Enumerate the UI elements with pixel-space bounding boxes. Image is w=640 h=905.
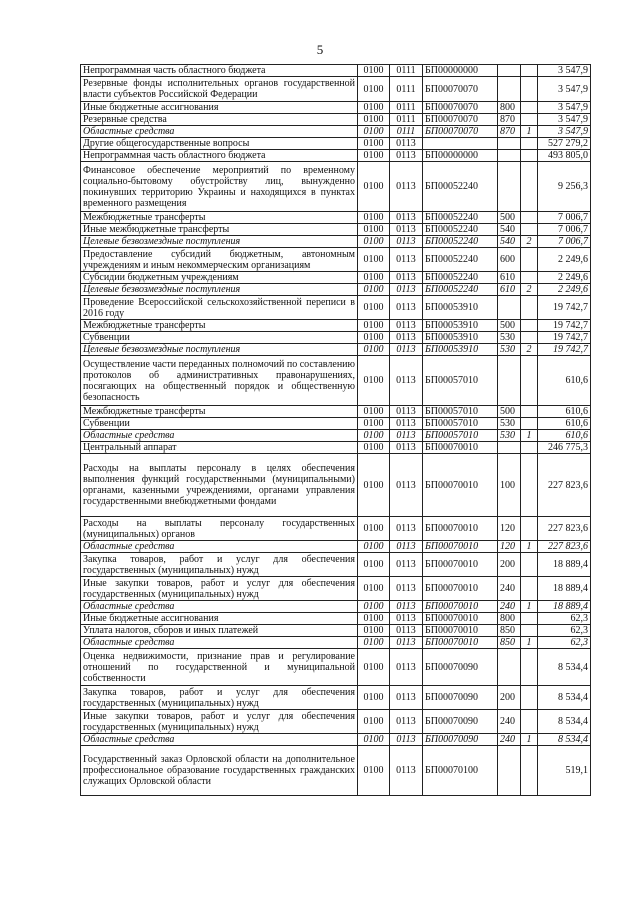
row-target-article: БП00070090 <box>423 649 498 686</box>
row-source-code <box>521 272 538 284</box>
row-amount: 610,6 <box>538 430 591 442</box>
row-subsection: 0113 <box>390 649 423 686</box>
row-target-article: БП00053910 <box>423 332 498 344</box>
row-expense-type: 850 <box>498 625 521 637</box>
row-amount: 18 889,4 <box>538 553 591 577</box>
row-source-code <box>521 224 538 236</box>
row-source-code <box>521 746 538 796</box>
row-section: 0100 <box>358 356 390 406</box>
row-expense-type: 240 <box>498 710 521 734</box>
row-section: 0100 <box>358 248 390 272</box>
row-subsection: 0113 <box>390 356 423 406</box>
row-target-article: БП00053910 <box>423 344 498 356</box>
row-name: Финансовое обеспечение мероприятий по временному социально-бытовому обустройству лиц, вынужденно покинувших территорию Украины и находящихся в пунктах временного размещения <box>81 162 358 212</box>
row-target-article: БП00057010 <box>423 418 498 430</box>
row-name: Непрограммная часть областного бюджета <box>81 150 358 162</box>
table-row <box>81 320 591 332</box>
table-row <box>81 162 591 212</box>
row-amount: 610,6 <box>538 418 591 430</box>
row-target-article: БП00052240 <box>423 236 498 248</box>
row-amount: 610,6 <box>538 406 591 418</box>
table-row <box>81 577 591 601</box>
row-source-code <box>521 248 538 272</box>
row-target-article: БП00057010 <box>423 406 498 418</box>
row-subsection: 0113 <box>390 710 423 734</box>
table-row <box>81 517 591 541</box>
row-section: 0100 <box>358 296 390 320</box>
row-name: Иные бюджетные ассигнования <box>81 613 358 625</box>
row-amount: 18 889,4 <box>538 577 591 601</box>
row-source-code <box>521 442 538 454</box>
row-source-code <box>521 114 538 126</box>
row-target-article: БП00070010 <box>423 613 498 625</box>
row-source-code <box>521 332 538 344</box>
row-expense-type: 120 <box>498 541 521 553</box>
row-source-code: 1 <box>521 430 538 442</box>
row-subsection: 0111 <box>390 77 423 102</box>
row-expense-type: 610 <box>498 284 521 296</box>
row-source-code <box>521 212 538 224</box>
row-section: 0100 <box>358 686 390 710</box>
row-section: 0100 <box>358 150 390 162</box>
row-amount: 610,6 <box>538 356 591 406</box>
table-row <box>81 77 591 102</box>
table-row <box>81 418 591 430</box>
row-name: Областные средства <box>81 126 358 138</box>
row-section: 0100 <box>358 746 390 796</box>
row-expense-type: 800 <box>498 102 521 114</box>
row-target-article: БП00070100 <box>423 746 498 796</box>
table-row <box>81 686 591 710</box>
row-name: Иные бюджетные ассигнования <box>81 102 358 114</box>
row-name: Предоставление субсидий бюджетным, автономным учреждениям и иным некоммерческим организациям <box>81 248 358 272</box>
row-name: Областные средства <box>81 637 358 649</box>
row-expense-type: 100 <box>498 454 521 517</box>
row-expense-type <box>498 77 521 102</box>
row-expense-type <box>498 442 521 454</box>
row-section: 0100 <box>358 344 390 356</box>
row-expense-type: 500 <box>498 212 521 224</box>
table-row <box>81 746 591 796</box>
row-expense-type: 530 <box>498 332 521 344</box>
row-name: Иные межбюджетные трансферты <box>81 224 358 236</box>
table-row <box>81 150 591 162</box>
row-target-article: БП00052240 <box>423 272 498 284</box>
row-amount: 8 534,4 <box>538 734 591 746</box>
row-name: Целевые безвозмездные поступления <box>81 344 358 356</box>
row-amount: 493 805,0 <box>538 150 591 162</box>
row-subsection: 0113 <box>390 320 423 332</box>
row-section: 0100 <box>358 517 390 541</box>
row-target-article: БП00053910 <box>423 296 498 320</box>
row-source-code <box>521 150 538 162</box>
row-expense-type: 540 <box>498 236 521 248</box>
row-name: Иные закупки товаров, работ и услуг для обеспечения государственных (муниципальных) нужд <box>81 710 358 734</box>
row-subsection: 0113 <box>390 430 423 442</box>
row-expense-type: 870 <box>498 114 521 126</box>
row-amount: 8 534,4 <box>538 686 591 710</box>
row-name: Резервные средства <box>81 114 358 126</box>
row-section: 0100 <box>358 162 390 212</box>
table-row <box>81 356 591 406</box>
row-expense-type: 240 <box>498 601 521 613</box>
row-subsection: 0113 <box>390 344 423 356</box>
page-number: 5 <box>316 42 324 57</box>
row-section: 0100 <box>358 734 390 746</box>
row-subsection: 0113 <box>390 212 423 224</box>
row-section: 0100 <box>358 430 390 442</box>
row-subsection: 0113 <box>390 637 423 649</box>
row-name: Областные средства <box>81 734 358 746</box>
row-section: 0100 <box>358 613 390 625</box>
row-subsection: 0113 <box>390 224 423 236</box>
row-source-code <box>521 418 538 430</box>
row-target-article: БП00070010 <box>423 442 498 454</box>
row-target-article: БП00070010 <box>423 454 498 517</box>
row-name: Другие общегосударственные вопросы <box>81 138 358 150</box>
row-subsection: 0113 <box>390 442 423 454</box>
row-name: Межбюджетные трансферты <box>81 320 358 332</box>
row-name: Оценка недвижимости, признание прав и регулирование отношений по государственной и муниципальной собственности <box>81 649 358 686</box>
row-section: 0100 <box>358 418 390 430</box>
row-expense-type: 600 <box>498 248 521 272</box>
row-source-code: 1 <box>521 734 538 746</box>
row-amount: 3 547,9 <box>538 65 591 77</box>
row-amount: 62,3 <box>538 637 591 649</box>
row-amount: 227 823,6 <box>538 517 591 541</box>
row-name: Государственный заказ Орловской области на дополнительное профессиональное образование государственных гражданских служащих Орловской области <box>81 746 358 796</box>
row-section: 0100 <box>358 637 390 649</box>
row-amount: 2 249,6 <box>538 272 591 284</box>
table-row <box>81 553 591 577</box>
row-name: Расходы на выплаты персоналу в целях обеспечения выполнения функций государственными (муниципальными) органами, казенными учреждениями, органами управления государственными внебюджетными фондами <box>81 454 358 517</box>
row-target-article: БП00052240 <box>423 212 498 224</box>
row-subsection: 0111 <box>390 102 423 114</box>
row-expense-type <box>498 746 521 796</box>
row-name: Областные средства <box>81 601 358 613</box>
table-row <box>81 236 591 248</box>
row-subsection: 0113 <box>390 272 423 284</box>
table-row <box>81 710 591 734</box>
row-subsection: 0113 <box>390 734 423 746</box>
row-expense-type: 530 <box>498 344 521 356</box>
row-expense-type: 240 <box>498 577 521 601</box>
row-subsection: 0113 <box>390 625 423 637</box>
row-target-article: БП00052240 <box>423 162 498 212</box>
row-name: Субвенции <box>81 418 358 430</box>
table-row <box>81 102 591 114</box>
row-subsection: 0113 <box>390 332 423 344</box>
row-amount: 3 547,9 <box>538 77 591 102</box>
row-expense-type <box>498 296 521 320</box>
row-target-article: БП00057010 <box>423 356 498 406</box>
row-amount: 527 279,2 <box>538 138 591 150</box>
row-source-code <box>521 77 538 102</box>
table-row <box>81 601 591 613</box>
row-target-article: БП00070070 <box>423 102 498 114</box>
table-row <box>81 406 591 418</box>
row-target-article: БП00000000 <box>423 150 498 162</box>
table-row <box>81 649 591 686</box>
row-name: Проведение Всероссийской сельскохозяйственной переписи в 2016 году <box>81 296 358 320</box>
row-subsection: 0113 <box>390 284 423 296</box>
row-expense-type <box>498 162 521 212</box>
row-section: 0100 <box>358 553 390 577</box>
row-section: 0100 <box>358 649 390 686</box>
row-amount: 7 006,7 <box>538 224 591 236</box>
row-source-code <box>521 406 538 418</box>
row-expense-type: 800 <box>498 613 521 625</box>
row-target-article: БП00057010 <box>423 430 498 442</box>
row-source-code <box>521 577 538 601</box>
row-name: Областные средства <box>81 541 358 553</box>
row-subsection: 0111 <box>390 126 423 138</box>
row-source-code <box>521 65 538 77</box>
row-source-code <box>521 553 538 577</box>
row-subsection: 0113 <box>390 746 423 796</box>
row-section: 0100 <box>358 710 390 734</box>
row-amount: 19 742,7 <box>538 344 591 356</box>
row-source-code <box>521 162 538 212</box>
row-subsection: 0113 <box>390 162 423 212</box>
row-expense-type: 240 <box>498 734 521 746</box>
row-amount: 62,3 <box>538 613 591 625</box>
table-row <box>81 734 591 746</box>
row-section: 0100 <box>358 102 390 114</box>
row-name: Резервные фонды исполнительных органов государственной власти субъектов Российской Федерации <box>81 77 358 102</box>
row-subsection: 0113 <box>390 517 423 541</box>
row-subsection: 0113 <box>390 138 423 150</box>
table-row <box>81 284 591 296</box>
row-target-article: БП00070010 <box>423 517 498 541</box>
row-target-article: БП00070070 <box>423 126 498 138</box>
table-row <box>81 114 591 126</box>
row-subsection: 0113 <box>390 601 423 613</box>
row-expense-type: 500 <box>498 406 521 418</box>
row-subsection: 0113 <box>390 541 423 553</box>
row-subsection: 0113 <box>390 296 423 320</box>
row-target-article: БП00070090 <box>423 710 498 734</box>
row-target-article: БП00070090 <box>423 686 498 710</box>
table-row <box>81 613 591 625</box>
row-section: 0100 <box>358 212 390 224</box>
row-expense-type: 200 <box>498 553 521 577</box>
row-target-article: БП00053910 <box>423 320 498 332</box>
row-section: 0100 <box>358 114 390 126</box>
row-name: Субсидии бюджетным учреждениям <box>81 272 358 284</box>
row-section: 0100 <box>358 406 390 418</box>
row-source-code: 1 <box>521 637 538 649</box>
row-section: 0100 <box>358 272 390 284</box>
row-target-article: БП00070090 <box>423 734 498 746</box>
row-target-article: БП00070010 <box>423 577 498 601</box>
row-source-code <box>521 356 538 406</box>
row-source-code: 1 <box>521 126 538 138</box>
row-expense-type: 870 <box>498 126 521 138</box>
row-section: 0100 <box>358 625 390 637</box>
row-amount: 18 889,4 <box>538 601 591 613</box>
row-name: Областные средства <box>81 430 358 442</box>
row-expense-type <box>498 356 521 406</box>
row-target-article: БП00070010 <box>423 625 498 637</box>
row-amount: 3 547,9 <box>538 102 591 114</box>
row-source-code <box>521 686 538 710</box>
row-target-article <box>423 138 498 150</box>
row-source-code <box>521 102 538 114</box>
row-expense-type: 500 <box>498 320 521 332</box>
row-name: Непрограммная часть областного бюджета <box>81 65 358 77</box>
row-source-code <box>521 454 538 517</box>
row-amount: 7 006,7 <box>538 236 591 248</box>
row-amount: 519,1 <box>538 746 591 796</box>
row-name: Иные закупки товаров, работ и услуг для обеспечения государственных (муниципальных) нужд <box>81 577 358 601</box>
row-amount: 3 547,9 <box>538 126 591 138</box>
row-name: Расходы на выплаты персоналу государственных (муниципальных) органов <box>81 517 358 541</box>
row-subsection: 0113 <box>390 236 423 248</box>
row-expense-type: 530 <box>498 430 521 442</box>
row-source-code <box>521 613 538 625</box>
row-target-article: БП00070070 <box>423 77 498 102</box>
row-name: Закупка товаров, работ и услуг для обеспечения государственных (муниципальных) нужд <box>81 553 358 577</box>
row-source-code: 1 <box>521 601 538 613</box>
row-subsection: 0113 <box>390 248 423 272</box>
row-target-article: БП00052240 <box>423 224 498 236</box>
row-amount: 246 775,3 <box>538 442 591 454</box>
table-row <box>81 65 591 77</box>
row-amount: 2 249,6 <box>538 248 591 272</box>
table-row <box>81 332 591 344</box>
row-expense-type: 540 <box>498 224 521 236</box>
row-subsection: 0113 <box>390 406 423 418</box>
row-subsection: 0113 <box>390 577 423 601</box>
table-row <box>81 138 591 150</box>
row-section: 0100 <box>358 126 390 138</box>
row-amount: 19 742,7 <box>538 332 591 344</box>
row-section: 0100 <box>358 138 390 150</box>
row-source-code: 1 <box>521 541 538 553</box>
row-section: 0100 <box>358 236 390 248</box>
row-target-article: БП00070010 <box>423 637 498 649</box>
row-section: 0100 <box>358 320 390 332</box>
row-target-article: БП00052240 <box>423 248 498 272</box>
row-subsection: 0111 <box>390 65 423 77</box>
row-section: 0100 <box>358 454 390 517</box>
row-amount: 227 823,6 <box>538 454 591 517</box>
row-section: 0100 <box>358 77 390 102</box>
row-subsection: 0113 <box>390 686 423 710</box>
row-section: 0100 <box>358 577 390 601</box>
row-expense-type <box>498 150 521 162</box>
row-name: Межбюджетные трансферты <box>81 406 358 418</box>
row-amount: 19 742,7 <box>538 296 591 320</box>
row-source-code <box>521 649 538 686</box>
row-name: Закупка товаров, работ и услуг для обеспечения государственных (муниципальных) нужд <box>81 686 358 710</box>
row-source-code: 2 <box>521 284 538 296</box>
row-expense-type <box>498 65 521 77</box>
row-section: 0100 <box>358 541 390 553</box>
row-name: Целевые безвозмездные поступления <box>81 236 358 248</box>
row-amount: 2 249,6 <box>538 284 591 296</box>
row-section: 0100 <box>358 332 390 344</box>
row-target-article: БП00070010 <box>423 553 498 577</box>
row-section: 0100 <box>358 601 390 613</box>
row-name: Межбюджетные трансферты <box>81 212 358 224</box>
row-expense-type: 530 <box>498 418 521 430</box>
row-section: 0100 <box>358 224 390 236</box>
row-expense-type: 610 <box>498 272 521 284</box>
row-source-code <box>521 296 538 320</box>
table-row <box>81 248 591 272</box>
row-target-article: БП00070010 <box>423 541 498 553</box>
row-amount: 62,3 <box>538 625 591 637</box>
row-name: Центральный аппарат <box>81 442 358 454</box>
table-row <box>81 541 591 553</box>
row-section: 0100 <box>358 442 390 454</box>
row-target-article: БП00070010 <box>423 601 498 613</box>
budget-table <box>80 64 591 796</box>
table-row <box>81 442 591 454</box>
row-source-code <box>521 625 538 637</box>
table-row <box>81 212 591 224</box>
row-amount: 3 547,9 <box>538 114 591 126</box>
row-amount: 8 534,4 <box>538 649 591 686</box>
table-row <box>81 625 591 637</box>
row-section: 0100 <box>358 284 390 296</box>
row-expense-type: 850 <box>498 637 521 649</box>
row-expense-type: 200 <box>498 686 521 710</box>
row-target-article: БП00052240 <box>423 284 498 296</box>
row-amount: 8 534,4 <box>538 710 591 734</box>
row-expense-type: 120 <box>498 517 521 541</box>
row-source-code <box>521 138 538 150</box>
row-amount: 227 823,6 <box>538 541 591 553</box>
row-subsection: 0113 <box>390 150 423 162</box>
row-section: 0100 <box>358 65 390 77</box>
table-row <box>81 272 591 284</box>
row-expense-type <box>498 649 521 686</box>
row-subsection: 0113 <box>390 553 423 577</box>
row-source-code <box>521 710 538 734</box>
table-row <box>81 454 591 517</box>
row-subsection: 0111 <box>390 114 423 126</box>
row-name: Уплата налогов, сборов и иных платежей <box>81 625 358 637</box>
row-subsection: 0113 <box>390 418 423 430</box>
row-source-code <box>521 320 538 332</box>
row-target-article: БП00000000 <box>423 65 498 77</box>
row-amount: 9 256,3 <box>538 162 591 212</box>
table-row <box>81 637 591 649</box>
table-row <box>81 126 591 138</box>
row-source-code: 2 <box>521 236 538 248</box>
row-source-code: 2 <box>521 344 538 356</box>
row-name: Субвенции <box>81 332 358 344</box>
table-row <box>81 296 591 320</box>
row-name: Осуществление части переданных полномочий по составлению протоколов об административных правонарушениях, посягающих на общественный порядок и общественную безопасность <box>81 356 358 406</box>
table-row <box>81 344 591 356</box>
row-target-article: БП00070070 <box>423 114 498 126</box>
row-subsection: 0113 <box>390 454 423 517</box>
row-subsection: 0113 <box>390 613 423 625</box>
row-expense-type <box>498 138 521 150</box>
row-amount: 7 006,7 <box>538 212 591 224</box>
row-amount: 19 742,7 <box>538 320 591 332</box>
row-source-code <box>521 517 538 541</box>
table-row <box>81 224 591 236</box>
table-row <box>81 430 591 442</box>
row-name: Целевые безвозмездные поступления <box>81 284 358 296</box>
